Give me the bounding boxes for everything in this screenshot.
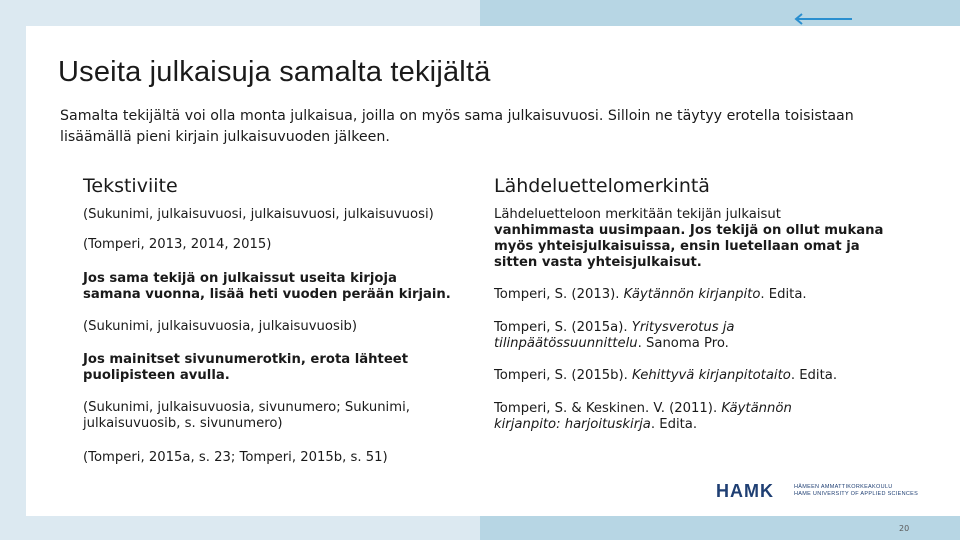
reference-entry-3 [494,368,884,384]
ref3-author: Tomperi, S. (2015b). [494,368,633,383]
reference-list-description [494,207,884,271]
logo-line-2: HAME UNIVERSITY OF APPLIED SCIENCES [794,491,919,497]
ref4-publisher: . Edita. [650,417,698,432]
logo-wordmark: HAMK [716,481,774,501]
ref4-title: Käytännön kirjanpito: harjoituskirja [494,401,792,432]
logo-line-1: HÄMEEN AMMATTIKORKEAKOULU [794,484,893,490]
description-bold: vanhimmasta uusimpaan. Jos tekijä on ollut mukana myös yhteisjulkaisuissa, ensin luetellaan omat ja sitten vasta yhteisjulkaisut. [494,223,884,270]
note-same-year: Jos sama tekijä on julkaissut useita kirjoja samana vuonna, lisää heti vuoden perään kirjain. [83,271,451,302]
example-page-numbers: (Tomperi, 2015a, s. 23; Tomperi, 2015b, s. 51) [83,450,388,465]
hamk-logo [716,481,919,502]
ref3-publisher: . Edita. [790,368,838,383]
back-arrow-icon[interactable] [792,12,854,26]
description-normal: Lähdeluetteloon merkitään tekijän julkaisut [494,207,781,222]
ref1-author: Tomperi, S. (2013). [494,287,624,302]
ref2-publisher: . Sanoma Pro. [637,336,729,351]
ref1-publisher: . Edita. [760,287,807,302]
ref4-author: Tomperi, S. & Keskinen. V. (2011). [494,401,722,416]
reference-entry-4 [494,401,834,433]
right-column-heading: Lähdeluettelomerkintä [494,175,710,197]
reference-entry-1 [494,287,884,303]
left-column-heading: Tekstiviite [83,175,178,197]
ref3-title: Kehittyvä kirjanpitotaito [632,368,791,383]
slide-title: Useita julkaisuja samalta tekijältä [58,56,491,88]
pattern-page-numbers: (Sukunimi, julkaisuvuosia, sivunumero; Sukunimi, julkaisuvuosib, s. sivunumero) [83,400,410,431]
page-number: 20 [899,524,910,533]
note-page-numbers: Jos mainitset sivunumerotkin, erota lähteet puolipisteen avulla. [83,352,409,383]
pattern-multiple-years: (Sukunimi, julkaisuvuosi, julkaisuvuosi, julkaisuvuosi) [83,207,434,222]
ref2-title: Yritysverotus ja tilinpäätössuunnittelu [494,320,735,351]
intro-paragraph: Samalta tekijältä voi olla monta julkaisua, joilla on myös sama julkaisuvuosi. Silloin ne täytyy erotella toisistaan lisäämällä pieni kirjain julkaisuvuoden jälkeen. [60,108,854,145]
ref2-author: Tomperi, S. (2015a). [494,320,632,335]
pattern-same-year: (Sukunimi, julkaisuvuosia, julkaisuvuosib) [83,319,358,334]
reference-entry-2 [494,320,794,352]
ref1-title: Käytännön kirjanpito [623,287,761,302]
example-multiple-years: (Tomperi, 2013, 2014, 2015) [83,237,272,252]
